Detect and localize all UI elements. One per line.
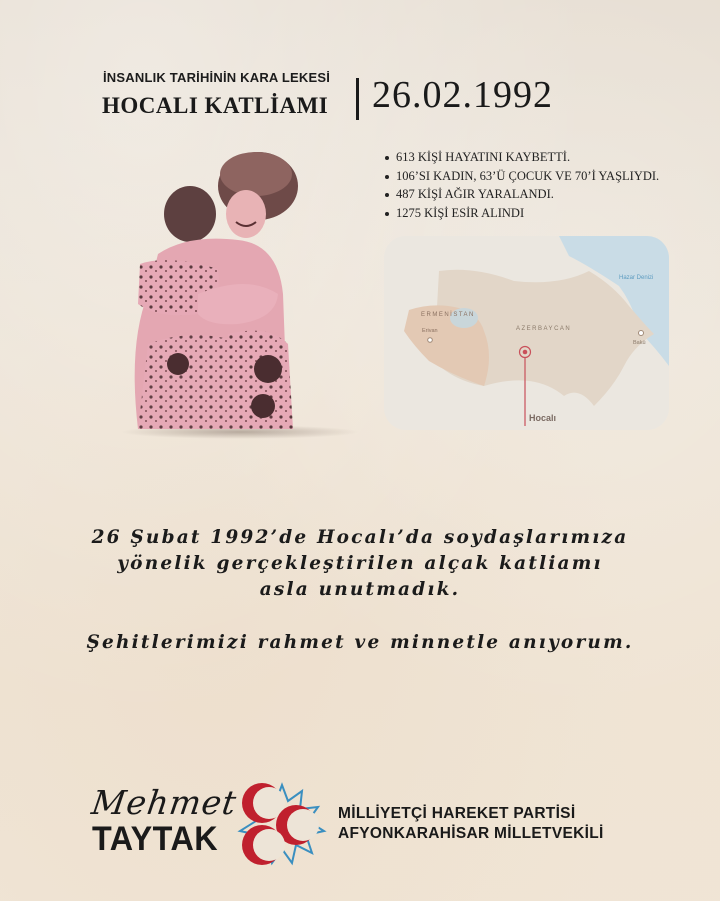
map-label-marker: Hocalı <box>529 413 557 423</box>
message-line: yönelik gerçekleştirilen alçak katliamı <box>117 553 603 574</box>
role-title: AFYONKARAHİSAR MİLLETVEKİLİ <box>338 825 604 842</box>
map-label-armenia: ERMENİSTAN <box>421 312 475 318</box>
event-date: 26.02.1992 <box>372 74 553 116</box>
page-title: HOCALI KATLİAMI <box>102 93 329 118</box>
header-subtitle: İNSANLIK TARİHİNİN KARA LEKESİ <box>103 70 330 85</box>
three-crescents-star-icon <box>236 777 328 869</box>
title-divider <box>356 78 359 120</box>
message-line: asla unutmadık. <box>259 579 461 600</box>
party-info <box>338 804 604 844</box>
map-label-baku: Bakü <box>633 340 646 346</box>
map-label-yerevan: Erivan <box>422 328 438 334</box>
facts-list <box>384 148 659 222</box>
fact-item: 487 KİŞİ AĞIR YARALANDI. <box>384 185 659 204</box>
message-line: 26 Şubat 1992’de Hocalı’da soydaşlarımıza <box>91 527 629 548</box>
archival-photo <box>128 144 318 434</box>
fact-item: 613 KİŞİ HAYATINI KAYBETTİ. <box>384 148 659 167</box>
memorial-message <box>0 525 720 603</box>
region-map <box>384 236 669 430</box>
signature-last-name: TAYTAK <box>92 820 219 858</box>
party-name: MİLLİYETÇİ HAREKET PARTİSİ <box>338 805 576 822</box>
fact-item: 106’SI KADIN, 63’Ü ÇOCUK VE 70’İ YAŞLIYDI. <box>384 167 659 186</box>
map-label-azerbaijan: AZERBAYCAN <box>516 326 572 332</box>
fact-item: 1275 KİŞİ ESİR ALINDI <box>384 204 659 223</box>
map-label-caspian: Hazar Denizi <box>619 275 654 281</box>
signature-first-name: Mehmet <box>89 783 240 822</box>
closing-message: Şehitlerimizi rahmet ve minnetle anıyorum. <box>86 632 634 653</box>
